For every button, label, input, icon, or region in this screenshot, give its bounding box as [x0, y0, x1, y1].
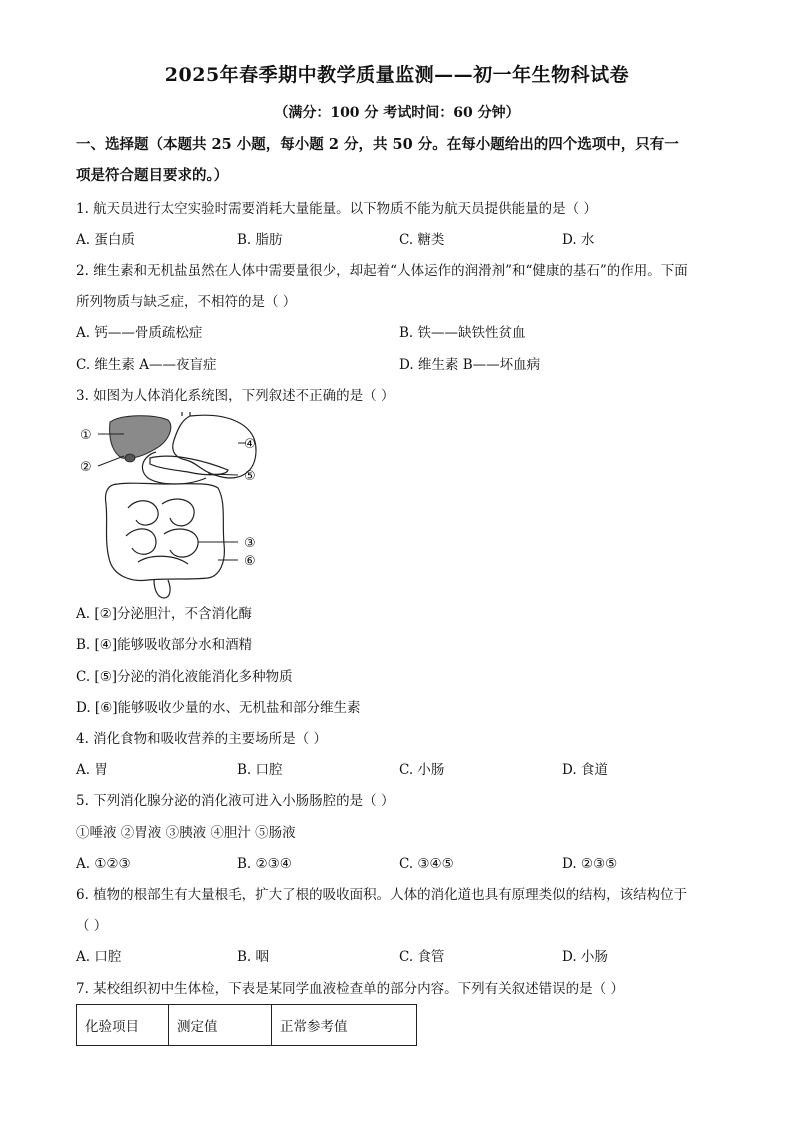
q6-option-c[interactable]: C. 食管: [399, 949, 445, 965]
q2-option-b[interactable]: B. 铁——缺铁性贫血: [399, 325, 526, 341]
q3-option-c[interactable]: C. [⑤]分泌的消化液能消化多种物质: [76, 669, 293, 685]
q6-option-a[interactable]: A. 口腔: [76, 949, 122, 965]
table-header-cell: 正常参考值: [272, 1005, 417, 1046]
q4-option-d[interactable]: D. 食道: [562, 762, 608, 778]
blood-test-table: [76, 1004, 417, 1046]
question-4-stem: 4. 消化食物和吸收营养的主要场所是（ ）: [76, 731, 327, 747]
q2-option-c[interactable]: C. 维生素 A——夜盲症: [76, 357, 217, 373]
question-2-stem-cont: 所列物质与缺乏症，不相符的是（ ）: [76, 294, 297, 310]
table-header-cell: 化验项目: [77, 1005, 169, 1046]
q1-option-d[interactable]: D. 水: [562, 232, 595, 248]
label-2: ②: [80, 460, 92, 475]
label-5: ⑤: [244, 469, 256, 484]
q4-option-b[interactable]: B. 口腔: [237, 762, 283, 778]
digestive-system-diagram: [78, 412, 278, 600]
section-heading-cont: 项是符合题目要求的。）: [76, 167, 229, 184]
section-heading: 一、选择题（本题共 25 小题，每小题 2 分，共 50 分。在每小题给出的四个选项中，只有一: [76, 136, 679, 153]
pancreas-shape: [150, 456, 228, 475]
table-header-cell: 测定值: [169, 1005, 272, 1046]
q5-option-d[interactable]: D. ②③⑤: [562, 856, 618, 872]
rectum-shape: [154, 580, 170, 598]
question-3-stem: 3. 如图为人体消化系统图，下列叙述不正确的是（ ）: [76, 388, 395, 404]
question-1-stem: 1. 航天员进行太空实验时需要消耗大量能量。以下物质不能为航天员提供能量的是（ ）: [76, 201, 597, 217]
question-5-stem: 5. 下列消化腺分泌的消化液可进入小肠肠腔的是（ ）: [76, 793, 395, 809]
q3-option-d[interactable]: D. [⑥]能够吸收少量的水、无机盐和部分维生素: [76, 700, 361, 716]
label-3: ③: [244, 536, 256, 551]
q3-option-b[interactable]: B. [④]能够吸收部分水和酒精: [76, 637, 253, 653]
q1-option-b[interactable]: B. 脂肪: [237, 232, 283, 248]
label-1: ①: [80, 428, 92, 443]
q4-option-a[interactable]: A. 胃: [76, 762, 108, 778]
q5-option-b[interactable]: B. ②③④: [237, 856, 292, 872]
q1-option-c[interactable]: C. 糖类: [399, 232, 445, 248]
label-4: ④: [244, 437, 256, 452]
question-5-items: ①唾液 ②胃液 ③胰液 ④胆汁 ⑤肠液: [76, 825, 296, 841]
question-6-stem-cont: （ ）: [76, 918, 108, 934]
liver-shape: [110, 416, 171, 459]
q2-option-d[interactable]: D. 维生素 B——坏血病: [399, 357, 541, 373]
exam-info: （满分：100 分 考试时间：60 分钟）: [274, 105, 520, 121]
esophagus-shape: [182, 412, 190, 416]
q5-option-a[interactable]: A. ①②③: [76, 856, 131, 872]
q2-option-a[interactable]: A. 钙——骨质疏松症: [76, 325, 203, 341]
q1-option-a[interactable]: A. 蛋白质: [76, 232, 135, 248]
q6-option-d[interactable]: D. 小肠: [562, 949, 608, 965]
q3-option-a[interactable]: A. [②]分泌胆汁，不含消化酶: [76, 606, 252, 622]
q6-option-b[interactable]: B. 咽: [237, 949, 270, 965]
table-header-row: [77, 1005, 417, 1046]
q5-option-c[interactable]: C. ③④⑤: [399, 856, 454, 872]
question-6-stem: 6. 植物的根部生有大量根毛，扩大了根的吸收面积。人体的消化道也具有原理类似的结构，该结构位于: [76, 887, 688, 903]
question-2-stem: 2. 维生素和无机盐虽然在人体中需要量很少，却起着“人体运作的润滑剂”和“健康的基石”的作用。下面: [76, 263, 688, 279]
label-6: ⑥: [244, 554, 256, 569]
q4-option-c[interactable]: C. 小肠: [399, 762, 445, 778]
large-intestine-shape: [106, 483, 225, 580]
page-title: 2025年春季期中教学质量监测——初一年生物科试卷: [164, 64, 630, 86]
gallbladder-shape: [125, 454, 135, 462]
question-7-stem: 7. 某校组织初中生体检，下表是某同学血液检查单的部分内容。下列有关叙述错误的是（ ）: [76, 981, 624, 997]
